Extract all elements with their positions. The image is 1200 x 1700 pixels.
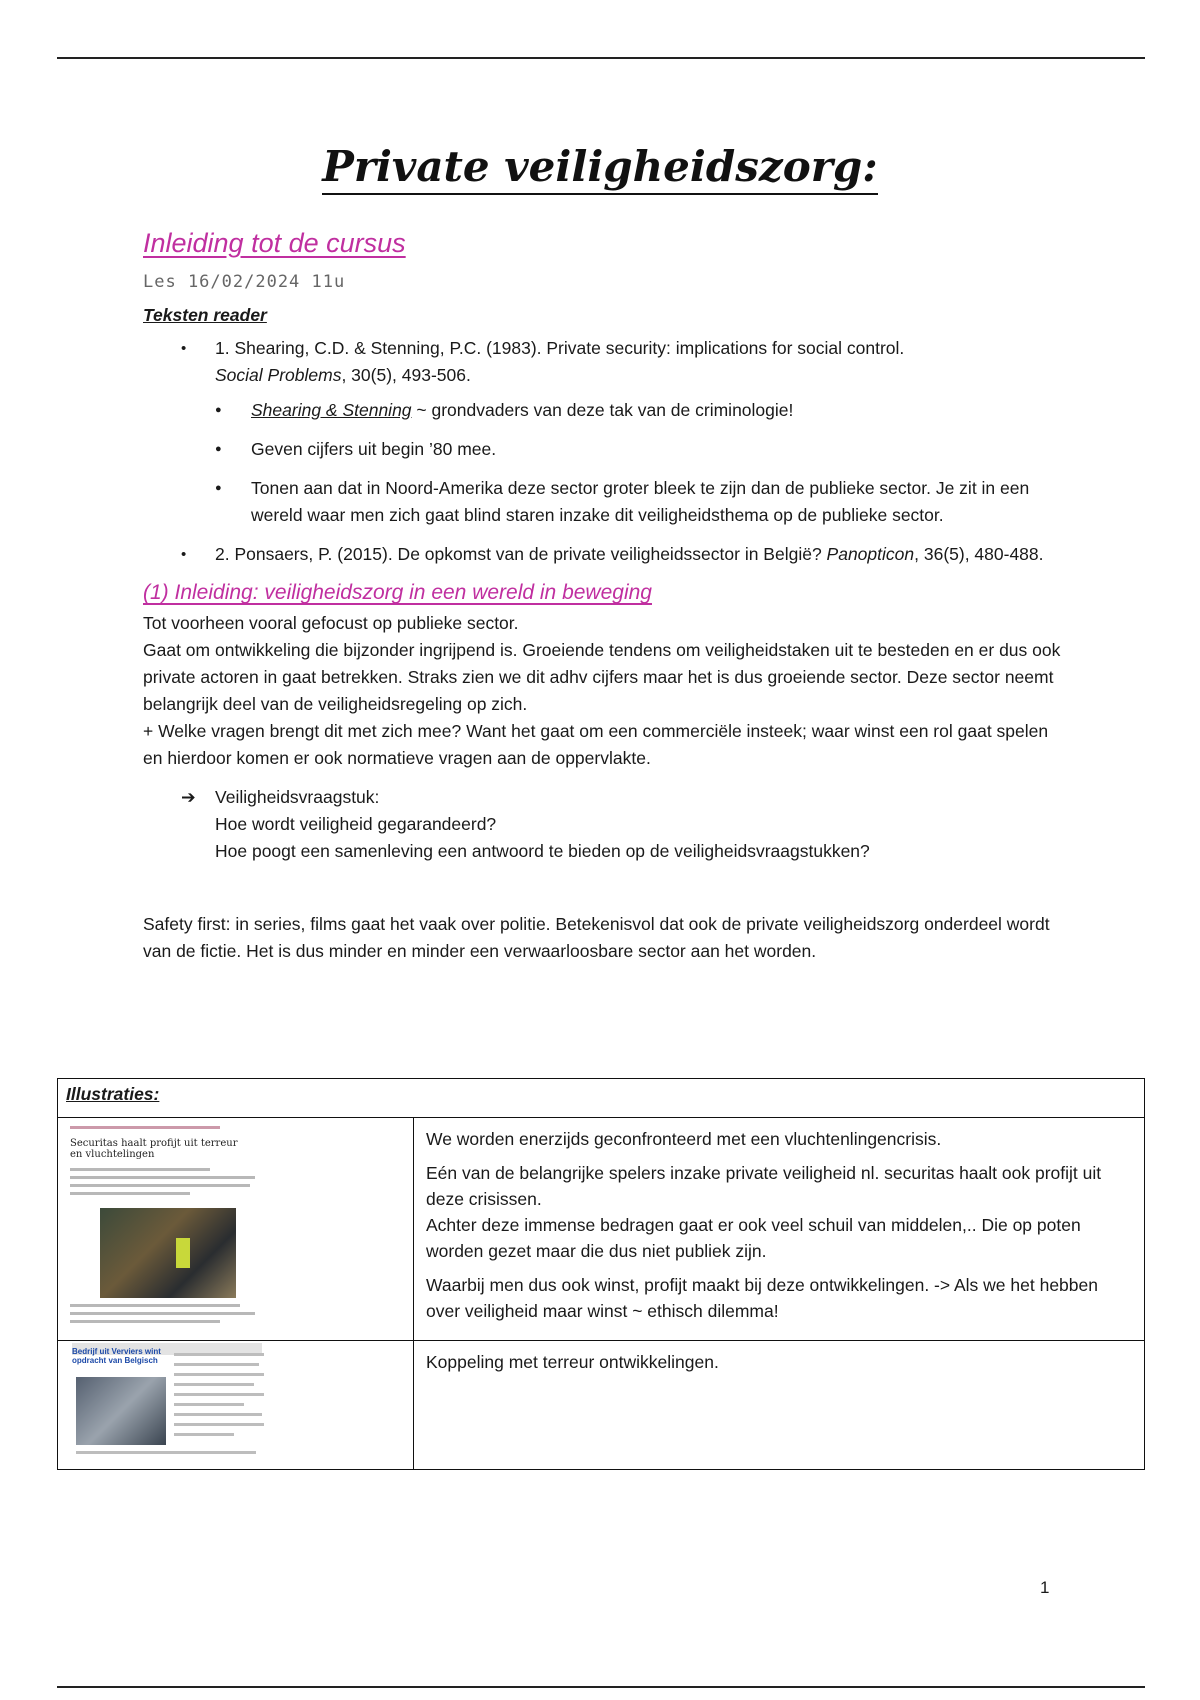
clipping-headline: Securitas haalt profijt uit terreur en vluchtelingen [70, 1138, 238, 1160]
illustrations-table [57, 1078, 1145, 1470]
paragraph: Gaat om ontwikkeling die bijzonder ingrijpend is. Groeiende tendens om veiligheidstaken uit te besteden en er dus ook private actoren in gaat betrekken. Straks zien we dit adhv cijfers maar het is dus groeiende sector. Deze sector neemt belangrijk deel van de veiligheidsregeling op zich. [143, 640, 1061, 714]
reference-notes [215, 397, 1063, 529]
reference-item-1: • 1. Shearing, C.D. & Stenning, P.C. (1983). Private security: implications for social control. Social Problems, 30(5), 493-506. ● Shearing & Stenning ~ grondvaders van deze tak van de criminologie! ● Geven cijfers uit begin ’80 mee. ● Tonen aan dat in Noord-Amerika deze sector groter bleek te zijn dan de publieke sector. Je zit in een wereld waar men zich gaat blind staren inzake dit veiligheidsthema op de publieke sector. [143, 335, 1063, 529]
newspaper-clipping-image [64, 1343, 274, 1463]
illustration-text-cell: We worden enerzijds geconfronteerd met een vluchtenlingencrisis. Eén van de belangrijke spelers inzake private veiligheid nl. securitas haalt ook profijt uit deze crisissen. Achter deze immense bedragen gaat er ook veel schuil van middelen,.. Die op poten worden gezet maar die dus niet publiek zijn. Waarbij men dus ook winst, profijt maakt bij deze ontwikkelingen. -> Als we het hebben over veiligheid maar winst ~ ethisch dilemma! [414, 1118, 1145, 1341]
table-row [58, 1341, 1145, 1470]
paragraph-safety: Safety first: in series, films gaat het vaak over politie. Betekenisvol dat ook de private veiligheidszorg onderdeel wordt van de fictie. Het is dus minder en minder een verwaarloosbare sector aan het worden. [143, 914, 1050, 961]
clipping-photo [76, 1377, 166, 1445]
page-title: Private veiligheidszorg: [0, 142, 1200, 191]
note-item: ● Shearing & Stenning ~ grondvaders van deze tak van de criminologie! [215, 397, 1063, 424]
top-rule [57, 57, 1145, 59]
note-item: ● Tonen aan dat in Noord-Amerika deze sector groter bleek te zijn dan de publieke sector. Je zit in een wereld waar men zich gaat blind staren inzake dit veiligheidsthema op de publieke sector. [215, 475, 1063, 529]
section-heading-1: (1) Inleiding: veiligheidszorg in een wereld in beweging [143, 581, 652, 604]
table-header: Illustraties: [58, 1079, 1145, 1118]
arrow-note: ➔ Veiligheidsvraagstuk: Hoe wordt veiligheid gegarandeerd? Hoe poogt een samenleving een antwoord te bieden op de veiligheidsvraagstukken? [143, 784, 1063, 865]
newspaper-clipping-image [64, 1120, 274, 1330]
reader-label: Teksten reader [143, 305, 267, 325]
section-heading-intro: Inleiding tot de cursus [143, 228, 406, 258]
reference-item-2: • 2. Ponsaers, P. (2015). De opkomst van de private veiligheidssector in België? Panopticon, 36(5), 480-488. [143, 541, 1063, 568]
clipping-headline: Bedrijf uit Verviers wint opdracht van Belgisch [72, 1347, 161, 1365]
journal-name: Panopticon [826, 544, 915, 564]
illustration-cell [58, 1341, 414, 1470]
table-row [58, 1118, 1145, 1341]
clipping-photo [100, 1208, 236, 1298]
arrow-icon: ➔ [181, 787, 196, 807]
journal-name: Social Problems [215, 365, 342, 385]
reference-list [143, 335, 1063, 568]
lesson-date: Les 16/02/2024 11u [143, 272, 346, 292]
content-body [143, 225, 1063, 965]
illustration-text-cell: Koppeling met terreur ontwikkelingen. [414, 1341, 1145, 1470]
paragraph: Tot voorheen vooral gefocust op publieke sector. [143, 613, 519, 633]
note-item: ● Geven cijfers uit begin ’80 mee. [215, 436, 1063, 463]
paragraph: + Welke vragen brengt dit met zich mee? Want het gaat om een commerciële insteek; waar winst een rol gaat spelen en hierdoor komen er ook normatieve vragen aan de oppervlakte. [143, 721, 1049, 768]
page-number: 1 [1040, 1578, 1050, 1597]
bottom-rule [57, 1686, 1145, 1688]
illustration-cell [58, 1118, 414, 1341]
